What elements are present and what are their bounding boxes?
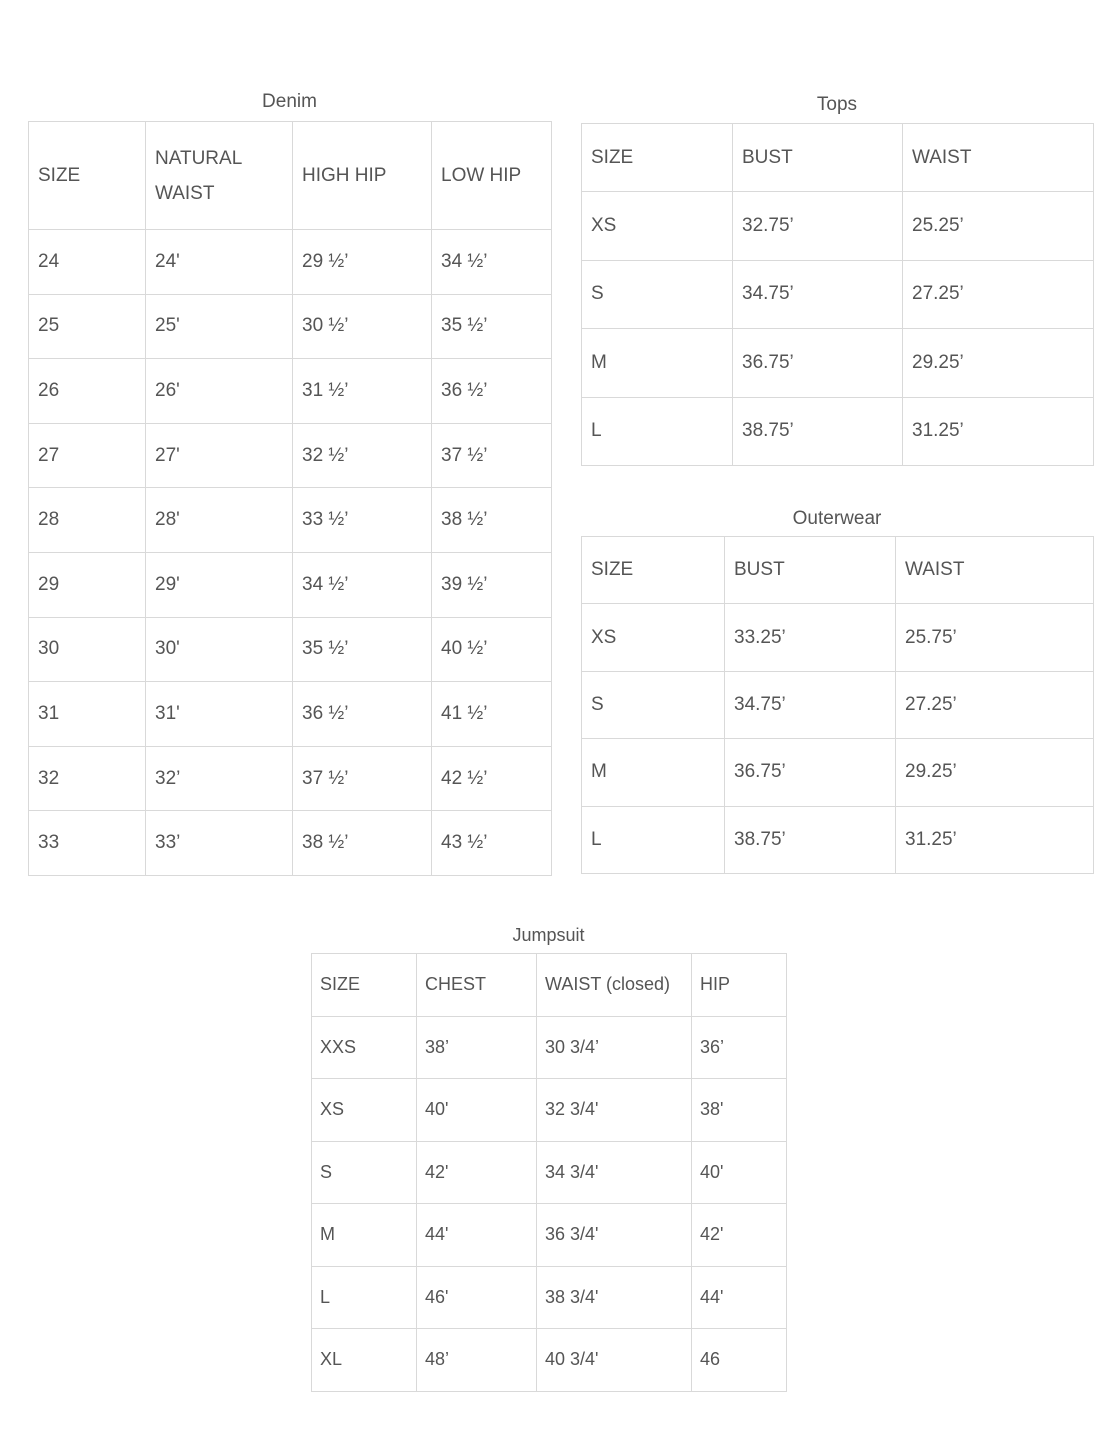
bust-cell: 34.75’ <box>733 260 903 328</box>
high-hip-cell: 38 ½’ <box>293 811 432 876</box>
size-cell: L <box>582 397 733 465</box>
column-header-bust: BUST <box>733 124 903 192</box>
column-header-waist-closed: WAIST (closed) <box>537 954 692 1017</box>
table-row <box>312 1204 787 1267</box>
hip-cell: 36’ <box>692 1016 787 1079</box>
denim-table <box>28 121 552 876</box>
low-hip-cell: 41 ½’ <box>432 682 552 747</box>
waist-cell: 25.75’ <box>896 604 1094 671</box>
table-row <box>29 746 552 811</box>
size-cell: 24 <box>29 230 146 295</box>
size-cell: XXS <box>312 1016 417 1079</box>
low-hip-cell: 43 ½’ <box>432 811 552 876</box>
size-cell: XS <box>582 604 725 671</box>
high-hip-cell: 31 ½’ <box>293 359 432 424</box>
low-hip-cell: 34 ½’ <box>432 230 552 295</box>
column-header-natural-waist <box>146 122 293 230</box>
high-hip-cell: 36 ½’ <box>293 682 432 747</box>
natural-waist-cell: 25' <box>146 294 293 359</box>
table-row <box>29 294 552 359</box>
bust-cell: 33.25’ <box>725 604 896 671</box>
column-header-size: SIZE <box>29 122 146 230</box>
chest-cell: 42' <box>417 1141 537 1204</box>
jumpsuit-table <box>311 953 787 1392</box>
high-hip-cell: 30 ½’ <box>293 294 432 359</box>
size-cell: S <box>582 671 725 738</box>
jumpsuit-title: Jumpsuit <box>512 925 585 945</box>
high-hip-cell: 33 ½’ <box>293 488 432 553</box>
natural-waist-cell: 31' <box>146 682 293 747</box>
natural-waist-cell: 27' <box>146 423 293 488</box>
waist-cell: 31.25’ <box>896 806 1094 873</box>
size-cell: 32 <box>29 746 146 811</box>
bust-cell: 34.75’ <box>725 671 896 738</box>
natural-waist-cell: 28' <box>146 488 293 553</box>
size-cell: L <box>312 1266 417 1329</box>
column-header-label: NATURAL WAIST <box>155 147 242 204</box>
table-row <box>582 739 1094 806</box>
natural-waist-cell: 33’ <box>146 811 293 876</box>
hip-cell: 40' <box>692 1141 787 1204</box>
chest-cell: 40' <box>417 1079 537 1142</box>
column-header-hip: HIP <box>692 954 787 1017</box>
table-row <box>312 1141 787 1204</box>
waist-cell: 38 3/4' <box>537 1266 692 1329</box>
table-row <box>582 604 1094 671</box>
waist-cell: 30 3/4’ <box>537 1016 692 1079</box>
table-row <box>29 359 552 424</box>
waist-cell: 29.25’ <box>896 739 1094 806</box>
waist-cell: 34 3/4' <box>537 1141 692 1204</box>
bust-cell: 38.75’ <box>733 397 903 465</box>
size-cell: 26 <box>29 359 146 424</box>
size-cell: XS <box>312 1079 417 1142</box>
size-cell: XS <box>582 192 733 260</box>
table-row <box>29 682 552 747</box>
table-row <box>29 488 552 553</box>
size-cell: 25 <box>29 294 146 359</box>
size-cell: 28 <box>29 488 146 553</box>
table-row <box>582 671 1094 738</box>
column-header-size: SIZE <box>582 537 725 604</box>
column-header-size: SIZE <box>582 124 733 192</box>
size-cell: S <box>312 1141 417 1204</box>
size-cell: 29 <box>29 552 146 617</box>
column-header-size: SIZE <box>312 954 417 1017</box>
hip-cell: 46 <box>692 1329 787 1392</box>
size-cell: 30 <box>29 617 146 682</box>
size-cell: L <box>582 806 725 873</box>
tops-title: Tops <box>816 94 858 115</box>
chest-cell: 44' <box>417 1204 537 1267</box>
size-cell: XL <box>312 1329 417 1392</box>
natural-waist-cell: 32’ <box>146 746 293 811</box>
table-row <box>312 1266 787 1329</box>
waist-cell: 27.25’ <box>903 260 1094 328</box>
high-hip-cell: 35 ½’ <box>293 617 432 682</box>
waist-cell: 29.25’ <box>903 329 1094 397</box>
high-hip-cell: 34 ½’ <box>293 552 432 617</box>
waist-cell: 40 3/4' <box>537 1329 692 1392</box>
low-hip-cell: 42 ½’ <box>432 746 552 811</box>
table-header-row <box>582 124 1094 192</box>
column-header-low-hip: LOW HIP <box>432 122 552 230</box>
table-row <box>582 260 1094 328</box>
tops-table <box>581 123 1094 466</box>
waist-cell: 31.25’ <box>903 397 1094 465</box>
table-row <box>312 1329 787 1392</box>
table-row <box>312 1079 787 1142</box>
waist-cell: 36 3/4' <box>537 1204 692 1267</box>
denim-title: Denim <box>262 91 317 112</box>
bust-cell: 38.75’ <box>725 806 896 873</box>
waist-cell: 32 3/4' <box>537 1079 692 1142</box>
low-hip-cell: 35 ½’ <box>432 294 552 359</box>
low-hip-cell: 38 ½’ <box>432 488 552 553</box>
natural-waist-cell: 24' <box>146 230 293 295</box>
size-cell: S <box>582 260 733 328</box>
table-row <box>29 617 552 682</box>
bust-cell: 32.75’ <box>733 192 903 260</box>
table-row <box>29 423 552 488</box>
chest-cell: 38’ <box>417 1016 537 1079</box>
hip-cell: 42' <box>692 1204 787 1267</box>
table-row <box>29 552 552 617</box>
outerwear-title: Outerwear <box>792 508 882 529</box>
size-cell: M <box>312 1204 417 1267</box>
table-row <box>29 230 552 295</box>
table-row <box>29 811 552 876</box>
column-header-waist: WAIST <box>903 124 1094 192</box>
chest-cell: 46' <box>417 1266 537 1329</box>
chest-cell: 48’ <box>417 1329 537 1392</box>
size-cell: M <box>582 739 725 806</box>
waist-cell: 25.25’ <box>903 192 1094 260</box>
table-row <box>582 192 1094 260</box>
low-hip-cell: 40 ½’ <box>432 617 552 682</box>
low-hip-cell: 39 ½’ <box>432 552 552 617</box>
size-cell: 33 <box>29 811 146 876</box>
high-hip-cell: 37 ½’ <box>293 746 432 811</box>
table-row <box>312 1016 787 1079</box>
size-cell: 27 <box>29 423 146 488</box>
table-header-row <box>29 122 552 230</box>
size-cell: M <box>582 329 733 397</box>
column-header-high-hip: HIGH HIP <box>293 122 432 230</box>
table-row <box>582 329 1094 397</box>
bust-cell: 36.75’ <box>733 329 903 397</box>
table-row <box>582 806 1094 873</box>
high-hip-cell: 29 ½’ <box>293 230 432 295</box>
hip-cell: 44' <box>692 1266 787 1329</box>
low-hip-cell: 37 ½’ <box>432 423 552 488</box>
table-header-row <box>312 954 787 1017</box>
size-cell: 31 <box>29 682 146 747</box>
table-row <box>582 397 1094 465</box>
waist-cell: 27.25’ <box>896 671 1094 738</box>
table-header-row <box>582 537 1094 604</box>
column-header-chest: CHEST <box>417 954 537 1017</box>
hip-cell: 38' <box>692 1079 787 1142</box>
natural-waist-cell: 29' <box>146 552 293 617</box>
natural-waist-cell: 26' <box>146 359 293 424</box>
high-hip-cell: 32 ½’ <box>293 423 432 488</box>
column-header-waist: WAIST <box>896 537 1094 604</box>
natural-waist-cell: 30' <box>146 617 293 682</box>
column-header-bust: BUST <box>725 537 896 604</box>
bust-cell: 36.75’ <box>725 739 896 806</box>
low-hip-cell: 36 ½’ <box>432 359 552 424</box>
outerwear-table <box>581 536 1094 874</box>
